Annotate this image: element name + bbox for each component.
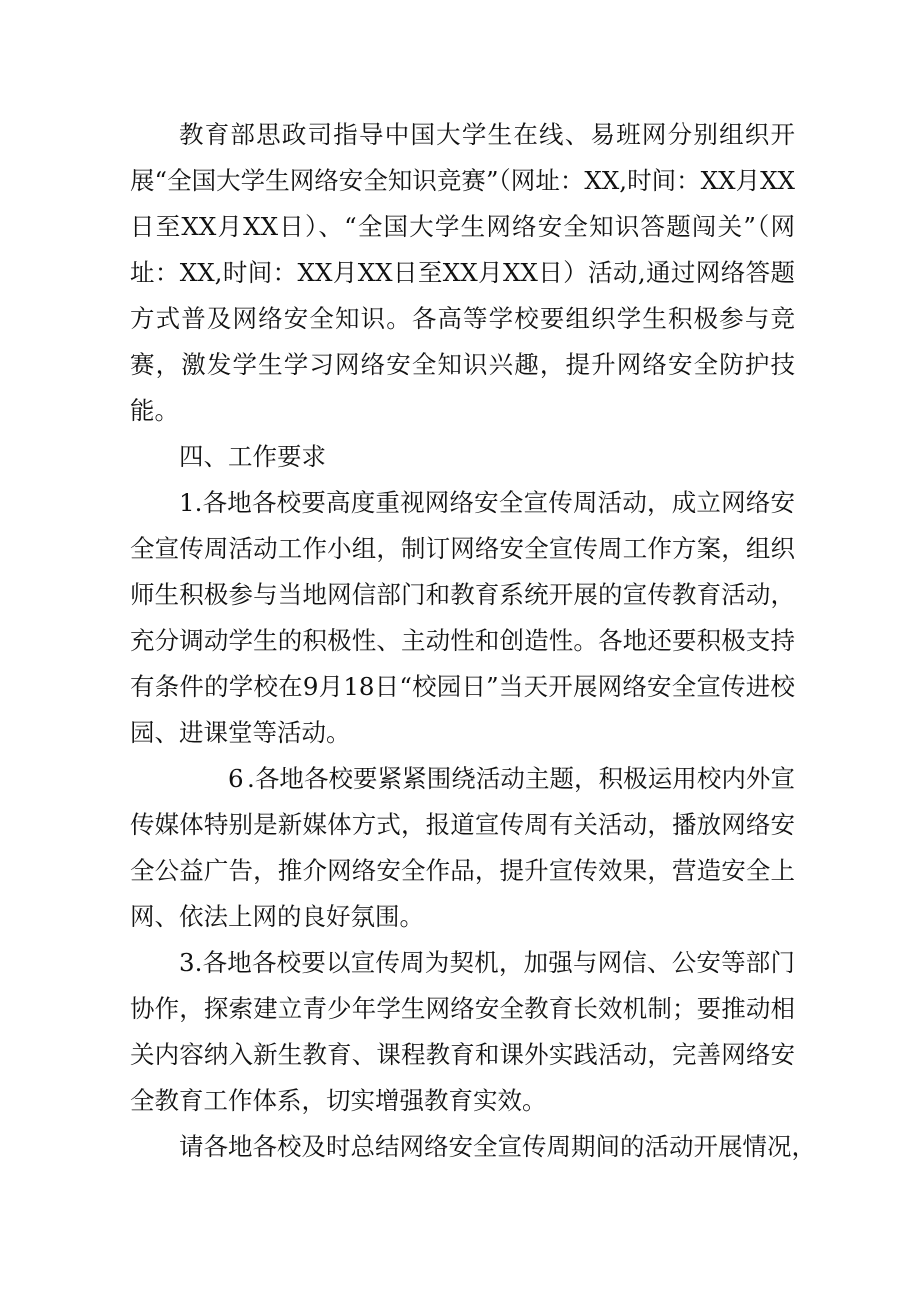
closing-paragraph: 请各地各校及时总结网络安全宣传周期间的活动开展情况， (179, 1132, 816, 1161)
requirement-item-3: 3.各地各校要以宣传周为契机，加强与网信、公安等部门协作，探索建立青少年学生网络安全教育长效机制；要推动相关内容纳入新生教育、课程教育和课外实践活动，完善网络安全教育工作体系，切实增强教育实效。 (130, 948, 795, 1115)
document-body (130, 112, 816, 1170)
paragraph-competition: 教育部思政司指导中国大学生在线、易班网分别组织开展“全国大学生网络安全知识竞赛”（网址：XX,时间：XX月XX日至XX月XX日）、“全国大学生网络安全知识答题闯关”（网址：XX,时间：XX月XX日至XX月XX日）活动,通过网络答题方式普及网络安全知识。各高等学校要组织学生积极参与竞赛，激发学生学习网络安全知识兴趣，提升网络安全防护技能。 (130, 120, 795, 425)
requirement-item-2-text: .各地各校要紧紧围绕活动主题，积极运用校内外宣传媒体特别是新媒体方式，报道宣传周有关活动，播放网络安全公益广告，推介网络安全作品，提升宣传效果，营造安全上网、依法上网的良好氛围。 (130, 764, 795, 931)
requirement-item-2-number: 6 (228, 764, 244, 793)
requirement-item-2 (130, 756, 795, 940)
requirement-item-1: 1.各地各校要高度重视网络安全宣传周活动，成立网络安全宣传周活动工作小组，制订网络安全宣传周工作方案，组织师生积极参与当地网信部门和教育系统开展的宣传教育活动，充分调动学生的积极性、主动性和创造性。各地还要积极支持有条件的学校在9月18日“校园日”当天开展网络安全宣传进校园、进课堂等活动。 (130, 488, 795, 747)
section-heading-work-requirements: 四、工作要求 (179, 442, 326, 471)
